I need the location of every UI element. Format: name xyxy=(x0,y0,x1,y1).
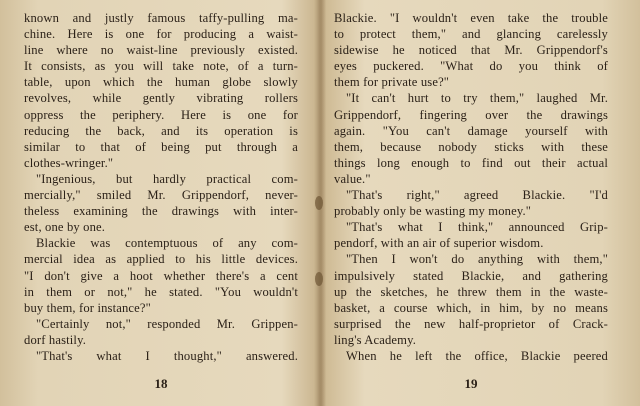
text-line: them, because nobody sticks with these xyxy=(334,139,608,154)
binding-stitch xyxy=(315,196,323,210)
text-line: "That's what I think," announced Grip- xyxy=(346,220,608,235)
text-line: table, upon which the human globe slowly xyxy=(24,75,298,90)
text-line: "Ingenious, but hardly practical com- xyxy=(36,171,298,186)
text-line: "That's right," agreed Blackie. "I'd xyxy=(346,188,608,203)
text-line: mercially," smiled Mr. Grippendorf, never- xyxy=(24,188,298,203)
binding-stitch xyxy=(315,272,323,286)
text-line: "It can't hurt to try them," laughed Mr. xyxy=(346,91,608,106)
text-line: "Certainly not," responded Mr. Grippen- xyxy=(36,316,298,331)
text-line: buy them, for instance?" xyxy=(24,300,151,315)
text-line: clothes-wringer." xyxy=(24,155,114,170)
text-line: up the sketches, he threw them in the waste- xyxy=(334,284,608,299)
text-line: similar to that of being put through a xyxy=(24,139,298,154)
text-line: Blackie. "I wouldn't even take the trouble xyxy=(334,11,608,25)
text-line: line where no waist-line previously existed. xyxy=(24,43,298,58)
text-line: in them or not," he stated. "You wouldn't xyxy=(24,284,298,299)
text-line: surprised the new half-proprietor of Crack- xyxy=(334,316,608,331)
text-line: theless examining the drawings with inter- xyxy=(24,204,298,219)
right-page-number: 19 xyxy=(464,376,478,391)
text-line: impulsively stated Blackie, and gathering xyxy=(334,268,608,283)
text-line: chine. Here is one for producing a waist- xyxy=(24,27,298,42)
text-line: them for private use?" xyxy=(334,75,450,90)
text-line: "I don't give a hoot whether there's a cent xyxy=(24,268,298,283)
left-page-number: 18 xyxy=(154,376,168,391)
left-page-text xyxy=(24,10,298,364)
text-line: dorf hastily. xyxy=(24,332,86,347)
text-line: probably only be wasting my money." xyxy=(334,204,532,219)
text-line: "Then I won't do anything with them," xyxy=(346,252,608,267)
text-line: sidewise he noticed that Mr. Grippendorf's xyxy=(334,43,608,58)
right-page xyxy=(334,10,608,400)
text-line: again. "You can't damage yourself with xyxy=(334,123,608,138)
text-line: known and justly famous taffy-pulling ma- xyxy=(24,11,298,25)
text-line: eyes puckered. "What do you think of xyxy=(334,59,608,74)
text-line: est, one by one. xyxy=(24,220,106,235)
text-line: things long enough to find out their actual xyxy=(334,155,608,170)
text-line: mercial idea as applied to his little devices. xyxy=(24,252,298,267)
text-line: pendorf, with an air of superior wisdom. xyxy=(334,236,544,251)
text-line: reducing the back, and its operation is xyxy=(24,123,298,138)
text-line: basket, a course which, in him, by no means xyxy=(334,300,608,315)
text-line: revolves, while gently vibrating rollers xyxy=(24,91,298,106)
right-page-text xyxy=(334,10,608,364)
text-line: oppress the periphery. Here is one for xyxy=(24,107,298,122)
text-line: It consists, as you will take note, of a turn- xyxy=(24,59,298,74)
text-line: When he left the office, Blackie peered xyxy=(346,348,608,363)
text-line: "That's what I thought," answered. xyxy=(36,348,298,363)
text-line: ling's Academy. xyxy=(334,332,417,347)
text-line: value." xyxy=(334,171,371,186)
text-line: Grippendorf, fingering over the drawings xyxy=(334,107,608,122)
left-page xyxy=(24,10,298,400)
text-line: to protect them," and glancing carelessly xyxy=(334,27,608,42)
text-line: Blackie was contemptuous of any com- xyxy=(36,236,298,251)
